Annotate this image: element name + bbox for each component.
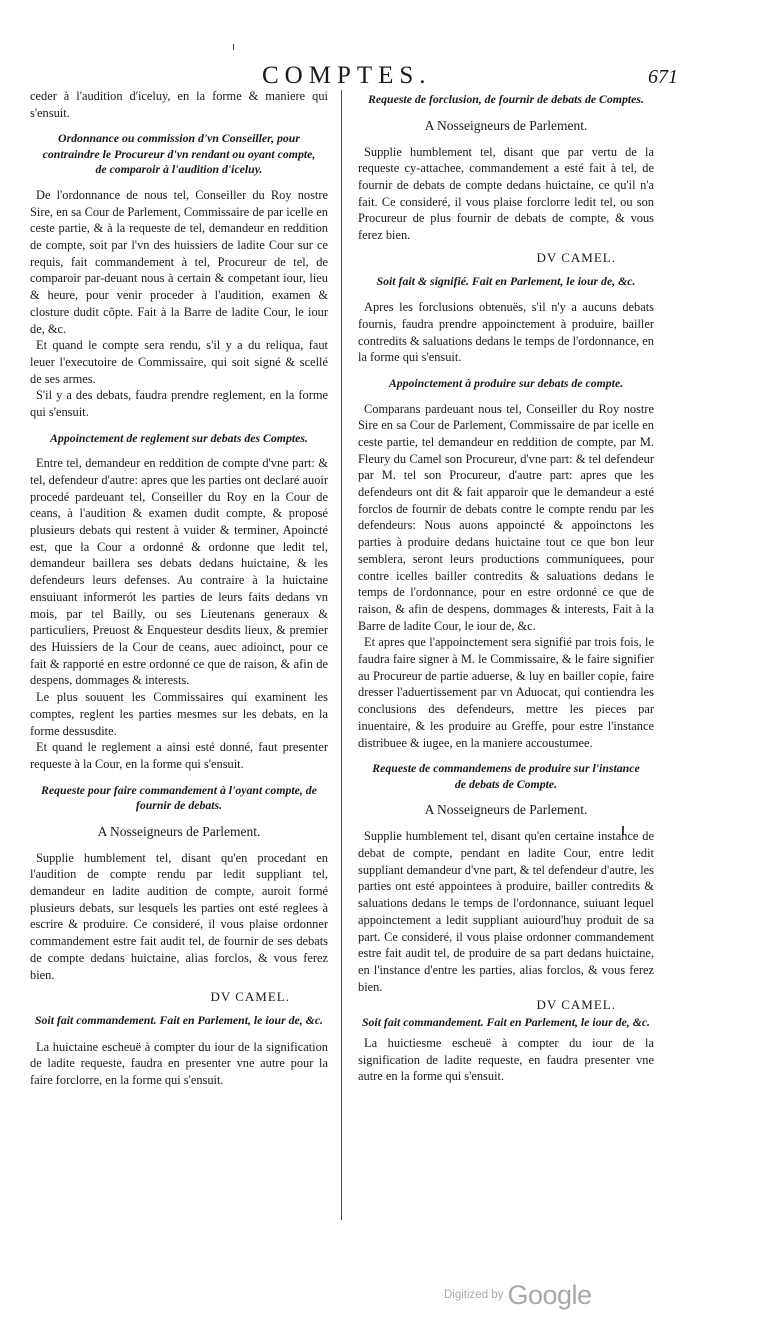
digitized-by-text: Digitized by: [444, 1289, 504, 1301]
court-order: Soit fait & signifié. Fait en Parlement, le iour de, &c.: [376, 273, 636, 288]
paragraph: La huictaine escheuë à compter du iour de la signification de ladite requeste, faudra en presenter vne autre pour la faire forclorre, en la forme qui s'ensuit.: [30, 1039, 328, 1088]
continued-text: ceder à l'audition d'iceluy, en la forme & maniere qui s'ensuit.: [30, 89, 328, 120]
running-head-title: COMPTES.: [262, 62, 432, 89]
section-heading: Ordonnance ou commission d'vn Conseiller, pour contraindre le Procureur d'vn rendant ou oyant compte, de comparoir à l'audition d'iceluy.: [42, 131, 316, 177]
paragraph: Le plus souuent les Commissaires qui examinent les comptes, reglent les parties mesmes sur les debats, en la forme dessusdite.: [30, 690, 328, 738]
address-line: A Nosseigneurs de Parlement.: [97, 823, 261, 839]
section-heading: Appoinctement de reglement sur debats des Comptes.: [50, 430, 308, 445]
section-heading: Requeste de forclusion, de fournir de debats de Comptes.: [368, 92, 644, 106]
paragraph: Supplie humblement tel, disant qu'en procedant en l'audition de compte rendu par ledit suppliant tel, demandeur en ladite audition de compte, auroit formé plusieurs debats, sur lesquels les parties ont esté reglees à escrire & produire. Ce consideré, il vous plaise ordonner commandement estre fait audit tel, de fournir de ses debats de compte dedans huictaine, alias forclos, & vous ferez bien.: [30, 850, 328, 982]
address-line: A Nosseigneurs de Parlement.: [424, 802, 588, 818]
paragraph: Supplie humblement tel, disant que par vertu de la requeste cy-attachee, commandement a esté fait à tel, de fournir de debats de compte dedans huictaine, ce qu'il n'a fait. Ce consideré, il vous plaise forclorre ledit tel, ou son Procureur de plus fournir de debats de compte, & vous ferez bien.: [358, 144, 654, 243]
section-heading: Requeste pour faire commandement à l'oyant compte, de fournir de debats.: [41, 782, 317, 813]
google-logo: Google: [507, 1279, 592, 1310]
paragraph: De l'ordonnance de nous tel, Conseiller du Roy nostre Sire, en sa Cour de Parlement, Commissaire de par icelle en ceste partie, & à la requeste de tel, demandeur en reddition de compte, soit par l'vn des huissiers de ladite Cour sur ce requis, fait commandement à tel, Procureur de tel, de comparoir par-deuant nous à certain & competant iour, lieu & heure, pour venir proceder à l'audition, examen & closture dudit cõpte. Fait à la Barre de ladite Cour, le iour de, &c.: [30, 187, 328, 336]
column-divider: [341, 90, 342, 1220]
court-order: Soit fait commandement. Fait en Parlement, le iour de, &c.: [34, 1013, 324, 1028]
left-column: [30, 88, 328, 1089]
paragraph: S'il y a des debats, faudra prendre reglement, en la forme qui s'ensuit.: [30, 388, 328, 420]
paragraph: Entre tel, demandeur en reddition de compte d'vne part: & tel, defendeur d'autre: apres que les parties ont declaré auoir procedé pardeuant tel, Conseiller du Roy en la Cour de ceans, à l'audition & examen dudit compte, & proposé plusieurs debats qui restent à vuider & terminer, Apoincté est, que la Cour a ordonné & ordonne que ledit tel, demandeur baillera ses debats dedans huictaine, & les defendeurs leurs defenses. Au contraire à la huictaine ensuiuant informerót les parties de leurs faits dedans vn mois, par tel Bailly, ou ses Lieutenans generaux & particuliers, Preuost & Enquesteur desdits lieux, & premier des Huissiers de la Cour de ceans, auec adioinct, pour ce fait & rapporté en estre ordonné ce que de raison, & afin de despens, dommages & interests.: [30, 456, 328, 688]
paragraph: La huictiesme escheuë à compter du iour de la signification de ladite requeste, en faudra presenter vne autre en la forme qui s'ensuit.: [358, 1035, 654, 1084]
paragraph: Supplie humblement tel, disant qu'en certaine instance de debat de compte, pendant en ladite Cour, entre ledit suppliant demandeur d'vne part, & tel defendeur d'autre, les parties ont esté appointees à produire, bailler contredits & saluations dedans le temps de l'ordonnance, suiuant lequel appoinctement a ledit suppliant auiourd'huy produit de sa part. Ce consideré, il vous plaise ordonner commandement estre fait audit tel, de produire de sa part dedans huictaine, en l'instance d'entre les parties, alias forclos, & vous ferez bien.: [358, 829, 654, 994]
signature: DV CAMEL.: [536, 249, 616, 265]
court-order: Soit fait commandement. Fait en Parlement, le iour de, &c.: [361, 1015, 651, 1030]
signature: DV CAMEL.: [210, 989, 290, 1005]
section-heading: Requeste de commandemens de produire sur l'instance de debats de Compte.: [372, 761, 640, 791]
stray-mark: [233, 44, 234, 50]
paragraph: Apres les forclusions obtenuës, s'il n'y a aucuns debats fournis, faudra prendre appoinctement à produire, bailler contredits & saluations dedans le temps de l'ordonnance, en la forme qui s'ensuit.: [358, 300, 654, 365]
signature: DV CAMEL.: [536, 997, 616, 1013]
paragraph: Comparans pardeuant nous tel, Conseiller du Roy nostre Sire en sa Cour de Parlement, Commissaire de par icelle en ceste partie, tel demandeur en reddition de compte, par M. Fleury du Camel son Procureur, d'vne part: & tel defendeur par M. tel son Procureur, d'autre part: apres que les defendeurs ont dit & fait apparoir que le demandeur a esté forclos de fournir de debats contre le compte rendu par les defendeurs: Nous auons appoincté & appoinctons les parties à produire dedans huictaine tout ce que bon leur semblera, seront leurs productions communiquees, pour contre icelles bailler contredits & saluations dedans le temps de l'ordonnance, pour en estre ordonné ce que de raison, & afin de despens, dommages & interests, Fait à la Barre de ladite Cour, le iour de, &c.: [358, 401, 654, 633]
paragraph: Et quand le reglement a ainsi esté donné, faut presenter requeste à la Cour, en la forme qui s'ensuit.: [30, 740, 328, 771]
address-line: A Nosseigneurs de Parlement.: [424, 117, 588, 133]
page-number: 671: [648, 66, 678, 88]
right-column: [358, 88, 654, 1085]
paragraph: Et apres que l'appoinctement sera signifié par trois fois, le faudra faire signer à M. le Commissaire, & le faire signifier au Procureur de partie aduerse, & luy en bailler copie, faire dresser l'aduertissement par vn Aduocat, qui contiendra les conclusions des defendeurs, mettre les pieces par inuentaire, & les produire au Greffe, pour estre l'instance distribuee & iugee, en la maniere accoustumee.: [358, 635, 654, 750]
digitized-watermark: [444, 1278, 614, 1312]
paragraph: Et quand le compte sera rendu, s'il y a du reliqua, faut leuer l'executoire de Commissaire, qui soit signé & scellé de ses armes.: [30, 338, 328, 386]
section-heading: Appoinctement à produire sur debats de compte.: [388, 376, 624, 391]
